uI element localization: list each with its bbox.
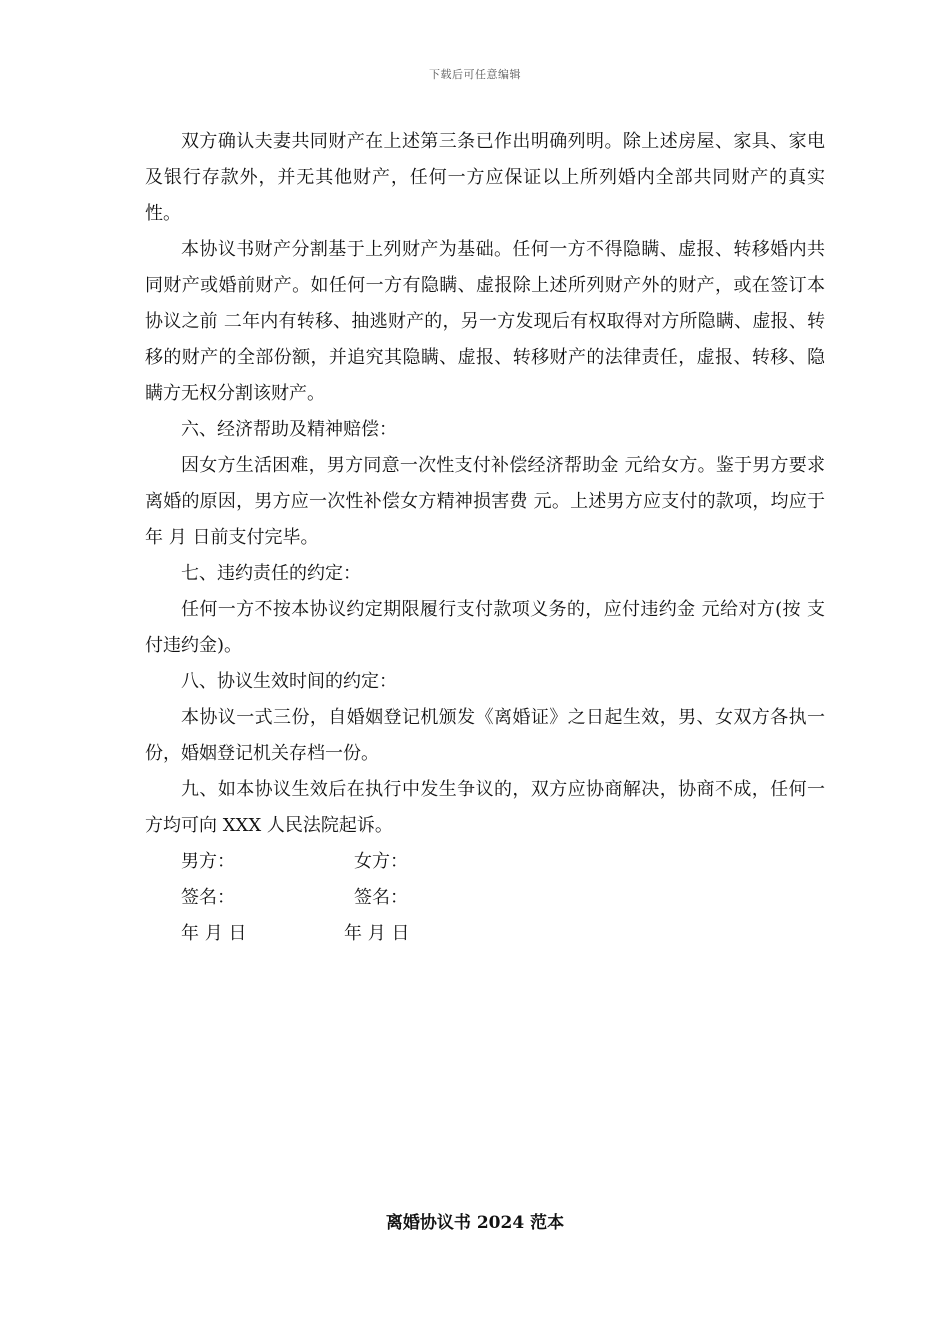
female-sign-label: 签名： (354, 887, 408, 908)
section-heading-6: 六、经济帮助及精神赔偿： (181, 419, 397, 440)
paragraph-dispute: 九、如本协议生效后在执行中发生争议的，双方应协商解决，协商不成，任何一方均可向 XXX 人民法院起诉。 (145, 779, 825, 836)
male-party-label: 男方： (181, 851, 235, 872)
paragraph-compensation: 因女方生活困难，男方同意一次性支付补偿经济帮助金 元给女方。鉴于男方要求离婚的原因，男方应一次性补偿女方精神损害费 元。上述男方应支付的款项，均应于 年 月 日前支付完毕。 (145, 455, 825, 548)
female-party-label: 女方： (354, 851, 408, 872)
agreement-body (145, 124, 825, 952)
paragraph-property-confirmation: 双方确认夫妻共同财产在上述第三条已作出明确列明。除上述房屋、家具、家电及银行存款外，并无其他财产，任何一方应保证以上所列婚内全部共同财产的真实性。 (145, 131, 825, 224)
signature-party-row (145, 844, 825, 880)
female-date-label: 年 月 日 (344, 923, 410, 944)
male-sign-label: 签名： (181, 887, 235, 908)
section-heading-8: 八、协议生效时间的约定： (181, 671, 397, 692)
footer-title: 离婚协议书 2024 范本 (385, 1213, 565, 1233)
section-heading-7: 七、违约责任的约定： (181, 563, 361, 584)
signature-date-row (145, 916, 825, 952)
male-date-label: 年 月 日 (181, 923, 247, 944)
signature-sign-row (145, 880, 825, 916)
header-note: 下载后可任意编辑 (429, 68, 521, 81)
paragraph-breach: 任何一方不按本协议约定期限履行支付款项义务的，应付违约金 元给对方(按 支付违约金)。 (145, 599, 825, 656)
paragraph-property-division: 本协议书财产分割基于上列财产为基础。任何一方不得隐瞒、虚报、转移婚内共同财产或婚前财产。如任何一方有隐瞒、虚报除上述所列财产外的财产，或在签订本协议之前 二年内有转移、抽逃财产的，另一方发现后有权取得对方所隐瞒、虚报、转移的财产的全部份额，并追究其隐瞒、虚报、转移财产的法律责任，虚报、转移、隐瞒方无权分割该财产。 (145, 239, 825, 404)
paragraph-effective-time: 本协议一式三份，自婚姻登记机颁发《离婚证》之日起生效，男、女双方各执一份，婚姻登记机关存档一份。 (145, 707, 825, 764)
